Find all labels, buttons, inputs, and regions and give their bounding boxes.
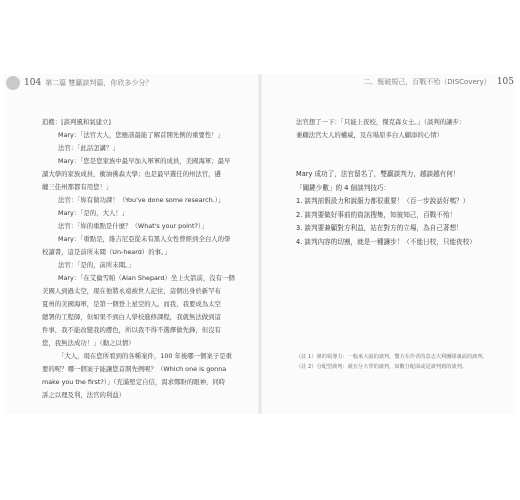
- text-line: 讀大學的家族成員，衝油佛森大學；也是最早選任的州法官，遴: [42, 170, 221, 178]
- text-line: 訴之以理及利，法官的利益）: [42, 391, 126, 399]
- footnote: （註 1）黨的領導力：一般來大說的談判，雙方在作者的意志大利團隊裏面的談判。: [296, 354, 488, 360]
- page-marker-icon: [6, 76, 20, 90]
- tips-list: [296, 195, 502, 249]
- text-line: Mary：「是的，大人！」: [58, 209, 129, 217]
- text-line: 兼顧法官大人的權威，及在場原多白人顧添的心情）: [296, 131, 443, 139]
- left-page-number: 104: [24, 78, 42, 88]
- text-line: make you the first?）」（充滿堅定自信，渴求鄭盼的眼神，同時: [42, 378, 226, 386]
- left-page-body: [42, 116, 254, 402]
- text-line: 法官：「妳的重點是什麼？（What's your point?）」: [58, 222, 208, 230]
- text-line: 美國人到過太空，現在他將永遠被世人記住，這個出身於新罕布: [42, 287, 221, 295]
- text-line: 您，我無法成功！」（動之以情）: [42, 339, 135, 347]
- book-gutter: [258, 74, 262, 414]
- text-line: Mary：「您是您家族中最早加入軍軍的成員，美國海軍；最早: [58, 157, 231, 165]
- tips-block: [296, 168, 502, 249]
- tips-heading: Mary 成功了，法官留名了，雙贏談判力，越談越有何！: [296, 170, 460, 178]
- footnotes: [296, 352, 502, 372]
- right-section-title: 二、報破規己，百戰不殆（DISCovery）: [363, 78, 491, 86]
- text-line: 夏州的美國海軍，是第一個登上星空的人。而我，我要成為太空: [42, 300, 221, 308]
- tip-item: 2. 談判要做好事前的資訊搜集，知彼知己，百戰不殆！: [296, 210, 457, 219]
- left-running-header: [6, 76, 152, 90]
- text-line: 法官：「妳有做功課！（You've done some research.）」: [58, 196, 225, 204]
- text-line: 校讀書，這是前所未聞（Un-heard）的事。」: [42, 248, 171, 256]
- tip-item: 1. 談判前假設力和說服力都很重要！（百一步說話好嗎？）: [296, 197, 470, 205]
- footnote: （註 2）分配型談判：就在分大學的談判，如數分配面或是談判到的談判。: [296, 364, 467, 370]
- text-line: 法官：「是的，前所未聞。」: [58, 261, 135, 269]
- text-line: 纏三佳州那都有用您！」: [42, 183, 113, 191]
- text-line: 法官想了一下：「只能上夜校，傑克森女士。」（談判的讓步：: [296, 118, 466, 126]
- text-line: 追搬：[談判風和氣建立]: [42, 118, 111, 126]
- text-line: Mary：「重點是，維吉尼亞從未有黑人女性曾經到全白人的學: [58, 235, 231, 243]
- text-line: 件事，我不能改變我的膚色，所以我不得不選擇做先鋒，但沒有: [42, 326, 221, 334]
- text-line: 「大人，現在您所看到的各種案件，100 年後哪一個案子是重: [58, 352, 232, 360]
- left-chapter-title: 第二篇 雙贏談判篇，你欣多少分？: [45, 79, 153, 87]
- right-running-header: [363, 77, 514, 87]
- text-line: 法官：「此話怎講？」: [58, 144, 119, 152]
- text-line: Mary：「在艾倫雪帕（Alan Shepard）坐上火箭前，沒有一個: [58, 274, 235, 282]
- text-line: Mary：「法官大人，您應該最能了解首開先例的重要性！」: [58, 131, 225, 139]
- text-line: 要的呢？哪一個案子能讓您首開先例呢？（Which one is gonna: [42, 365, 227, 373]
- right-page-body: [296, 116, 502, 249]
- tips-subheading: 「關鍵少數」的 4 個談判技巧：: [296, 183, 391, 192]
- tip-item: 4. 談判內容的切割，就是一種讓步！（不能日校，只能夜校）: [296, 237, 476, 246]
- tip-item: 3. 談判要兼顧對方利益，站在對方的立場，為自己著想！: [296, 224, 463, 232]
- text-line: 總署的工程師，但如果不到白人學校進修課程，我就無法做到這: [42, 313, 221, 321]
- right-page-number: 105: [496, 77, 514, 87]
- right-intro: [296, 116, 502, 142]
